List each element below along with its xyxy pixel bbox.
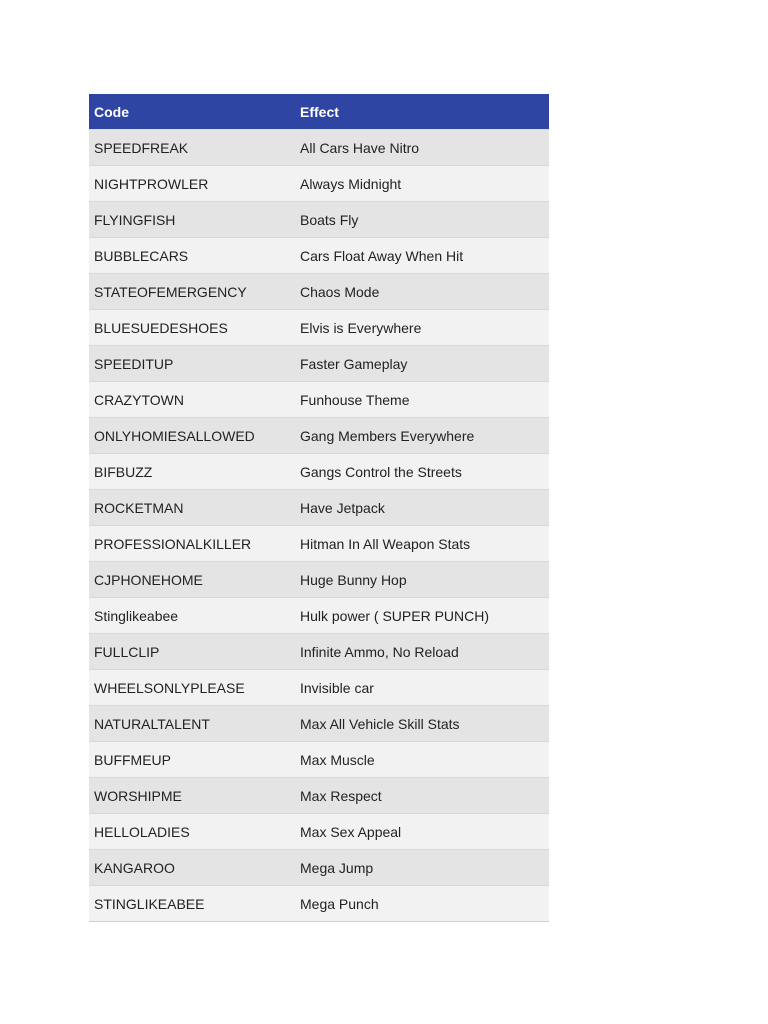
cheat-code-cell: NATURALTALENT — [89, 706, 295, 742]
table-row — [89, 634, 549, 670]
table-row — [89, 454, 549, 490]
table-row — [89, 742, 549, 778]
effect-cell: Elvis is Everywhere — [295, 310, 549, 346]
cheat-code-cell: FLYINGFISH — [89, 202, 295, 238]
effect-cell: Mega Punch — [295, 886, 549, 922]
column-header-effect: Effect — [295, 94, 549, 130]
effect-cell: Hitman In All Weapon Stats — [295, 526, 549, 562]
cheat-codes-table — [89, 94, 549, 922]
table-row — [89, 130, 549, 166]
cheat-code-cell: Stinglikeabee — [89, 598, 295, 634]
table-row — [89, 814, 549, 850]
cheat-code-cell: CRAZYTOWN — [89, 382, 295, 418]
effect-cell: Hulk power ( SUPER PUNCH) — [295, 598, 549, 634]
cheat-code-cell: BUFFMEUP — [89, 742, 295, 778]
effect-cell: Huge Bunny Hop — [295, 562, 549, 598]
effect-cell: Boats Fly — [295, 202, 549, 238]
cheat-code-cell: ONLYHOMIESALLOWED — [89, 418, 295, 454]
cheat-code-cell: PROFESSIONALKILLER — [89, 526, 295, 562]
effect-cell: Chaos Mode — [295, 274, 549, 310]
table-row — [89, 706, 549, 742]
table-row — [89, 382, 549, 418]
cheat-code-cell: WORSHIPME — [89, 778, 295, 814]
cheat-code-cell: NIGHTPROWLER — [89, 166, 295, 202]
table-row — [89, 166, 549, 202]
column-header-code: Code — [89, 94, 295, 130]
table-row — [89, 346, 549, 382]
cheat-code-cell: HELLOLADIES — [89, 814, 295, 850]
table-row — [89, 562, 549, 598]
effect-cell: Gangs Control the Streets — [295, 454, 549, 490]
effect-cell: Max Sex Appeal — [295, 814, 549, 850]
cheat-code-cell: ROCKETMAN — [89, 490, 295, 526]
table-row — [89, 670, 549, 706]
header-row — [89, 94, 549, 130]
table-row — [89, 202, 549, 238]
table-row — [89, 238, 549, 274]
effect-cell: Invisible car — [295, 670, 549, 706]
effect-cell: Mega Jump — [295, 850, 549, 886]
table-header — [89, 94, 549, 130]
table-row — [89, 598, 549, 634]
effect-cell: Infinite Ammo, No Reload — [295, 634, 549, 670]
cheat-code-cell: CJPHONEHOME — [89, 562, 295, 598]
table-row — [89, 778, 549, 814]
effect-cell: Have Jetpack — [295, 490, 549, 526]
cheat-code-cell: SPEEDFREAK — [89, 130, 295, 166]
cheat-code-cell: BIFBUZZ — [89, 454, 295, 490]
effect-cell: Max Respect — [295, 778, 549, 814]
table-row — [89, 418, 549, 454]
cheat-code-cell: STATEOFEMERGENCY — [89, 274, 295, 310]
table-row — [89, 274, 549, 310]
effect-cell: Faster Gameplay — [295, 346, 549, 382]
cheat-code-cell: SPEEDITUP — [89, 346, 295, 382]
table-row — [89, 886, 549, 922]
effect-cell: Cars Float Away When Hit — [295, 238, 549, 274]
table-row — [89, 526, 549, 562]
cheat-code-cell: WHEELSONLYPLEASE — [89, 670, 295, 706]
effect-cell: Max Muscle — [295, 742, 549, 778]
cheat-code-cell: BUBBLECARS — [89, 238, 295, 274]
effect-cell: Always Midnight — [295, 166, 549, 202]
effect-cell: Max All Vehicle Skill Stats — [295, 706, 549, 742]
table-row — [89, 850, 549, 886]
table-body — [89, 130, 549, 922]
cheat-code-cell: FULLCLIP — [89, 634, 295, 670]
effect-cell: All Cars Have Nitro — [295, 130, 549, 166]
table-row — [89, 490, 549, 526]
cheat-code-cell: KANGAROO — [89, 850, 295, 886]
effect-cell: Gang Members Everywhere — [295, 418, 549, 454]
cheat-code-cell: STINGLIKEABEE — [89, 886, 295, 922]
effect-cell: Funhouse Theme — [295, 382, 549, 418]
cheat-code-cell: BLUESUEDESHOES — [89, 310, 295, 346]
table-row — [89, 310, 549, 346]
